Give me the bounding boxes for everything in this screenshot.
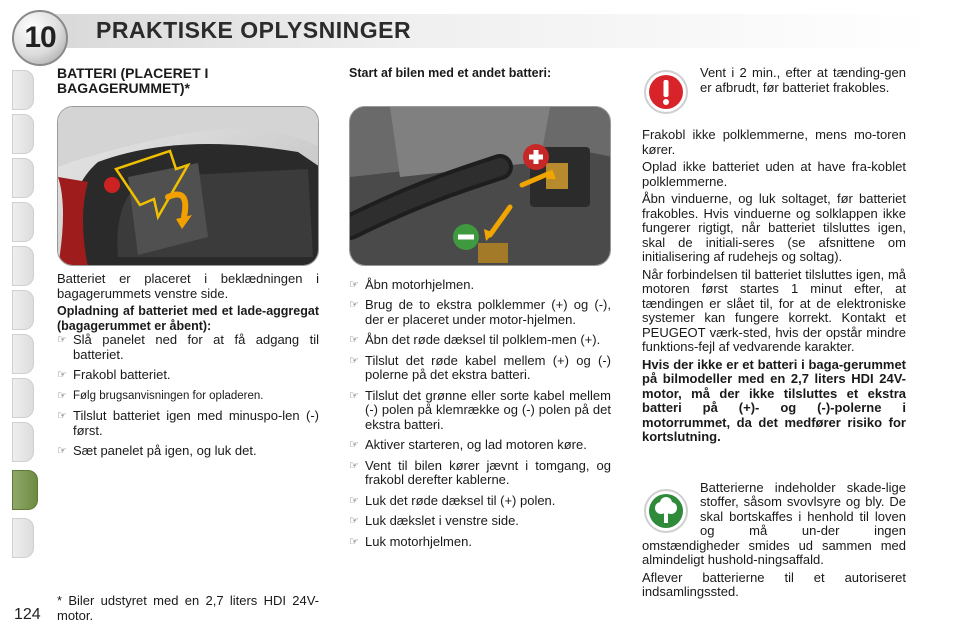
list-item: ☞ Sæt panelet på igen, og luk det. [57, 443, 257, 458]
eco-text-2: Aflever batterierne til et autoriseret indsamlingssted. [642, 569, 906, 599]
warning-note [642, 66, 906, 116]
engine-bay-photo [349, 106, 611, 266]
right-paragraph: Frakobl ikke polklemmerne, mens mo-toren kører. [642, 127, 906, 157]
right-column [642, 66, 906, 600]
warning-text: Vent i 2 min., efter at tænding-gen er afbrudt, før batteriet frakobles. [700, 65, 906, 95]
list-item: ☞ Luk dækslet i venstre side. [349, 513, 519, 528]
pointing-hand-icon: ☞ [57, 445, 67, 457]
eco-text: Batterierne indeholder skade-lige stoffer, såsom svovlsyre og bly. De skal bortskaffes i henhold til loven og må un-der ingen omstændigheder smides ud sammen med almindeligt hushold-ningsaffald. [642, 479, 906, 567]
chapter-tab[interactable] [12, 70, 34, 110]
chapter-badge: 10 [12, 10, 68, 66]
chapter-tab[interactable] [12, 378, 34, 418]
pointing-hand-icon: ☞ [349, 389, 359, 402]
list-item: ☞ Luk motorhjelmen. [349, 533, 472, 549]
chapter-tab[interactable] [12, 246, 34, 286]
jump-start-heading: Start af bilen med et andet batteri: [349, 66, 552, 80]
right-paragraph: Åbn vinduerne, og luk soltaget, før batteriet frakobles. Hvis vinduerne og solklappen ikke fungerer rigtigt, når batteriet tilsluttes igen, skal de initiali-seres (se afsnittene om initialisering af rudehejs og soltag). [642, 191, 906, 264]
list-item: ☞ Tilslut batteriet igen med minuspo-len (-) først. [57, 408, 319, 438]
pointing-hand-icon: ☞ [57, 389, 67, 402]
chapter-tab[interactable] [12, 518, 34, 558]
pointing-hand-icon: ☞ [349, 354, 359, 367]
bold-warning: Hvis der ikke er et batteri i baga-gerummet på bilmodeller med en 2,7 liters HDI 24V-motor, må der ikke tilsluttes et ekstra batteri på (+)- og (-)-polerne i motorrummet, da det medfører risiko for kortslutning. [642, 356, 906, 444]
list-item: ☞ Brug de to ekstra polklemmer (+) og (-), der er placeret under motor-hjelmen. [349, 297, 611, 327]
chapter-tab[interactable] [12, 422, 34, 462]
jump-start-steps [349, 278, 611, 550]
chapter-tab[interactable] [12, 114, 34, 154]
list-item: ☞ Vent til bilen kører jævnt i tomgang, og frakobl derefter kablerne. [349, 457, 611, 487]
pointing-hand-icon: ☞ [57, 369, 67, 381]
trunk-battery-photo [57, 106, 319, 266]
pointing-hand-icon: ☞ [349, 299, 359, 311]
list-item: ☞ Følg brugsanvisningen for opladeren. [57, 389, 264, 402]
list-item: ☞ Frakobl batteriet. [57, 367, 171, 382]
left-column [57, 66, 319, 465]
chapter-tab[interactable] [12, 334, 34, 374]
footnote: * Biler udstyret med en 2,7 liters HDI 24V-motor. [57, 593, 319, 623]
pointing-hand-icon: ☞ [349, 494, 359, 507]
tree-icon [644, 489, 688, 533]
list-item: ☞ Åbn det røde dæksel til polklem-men (+). [349, 332, 601, 347]
list-item: ☞ Luk det røde dæksel til (+) polen. [349, 492, 556, 508]
page-header [0, 0, 960, 70]
chapter-tab[interactable] [12, 290, 34, 330]
chapter-tab[interactable] [12, 202, 34, 242]
list-item: ☞ Åbn motorhjelmen. [349, 276, 475, 292]
charging-steps [57, 333, 319, 459]
pointing-hand-icon: ☞ [349, 334, 359, 346]
pointing-hand-icon: ☞ [349, 535, 359, 548]
battery-intro: Batteriet er placeret i beklædningen i bagagerummets venstre side. [57, 271, 319, 301]
pointing-hand-icon: ☞ [349, 278, 359, 291]
charging-subheading: Opladning af batteriet med et lade-aggregat (bagagerummet er åbent): [57, 304, 319, 333]
trunk-illustration [58, 107, 319, 266]
exclamation-icon [644, 70, 688, 114]
list-item: ☞ Tilslut det grønne eller sorte kabel mellem (-) polen på klemrække og (-) polen på det ekstra batteri. [349, 387, 611, 432]
right-paragraph: Oplad ikke batteriet uden at have fra-koblet polklemmerne. [642, 159, 906, 189]
pointing-hand-icon: ☞ [349, 515, 359, 527]
chapter-tab[interactable] [12, 158, 34, 198]
pointing-hand-icon: ☞ [57, 410, 67, 422]
page-number: 124 [14, 606, 41, 623]
battery-heading: BATTERI (PLACERET I BAGAGERUMMET)* [57, 65, 209, 96]
right-paragraph: Når forbindelsen til batteriet tilsluttes igen, må motoren først startes 1 minut efter, at tændingen er slået til, for at de elektroniske systemer kan fungere korrekt. Kontakt et PEUGEOT værk-sted, hvis der opstår mindre funktions-fejl af vedvarende karakter. [642, 266, 906, 354]
page-title: PRAKTISKE OPLYSNINGER [96, 17, 412, 43]
eco-note [642, 481, 906, 600]
list-item: ☞ Tilslut det røde kabel mellem (+) og (-) polerne på det ekstra batteri. [349, 352, 611, 382]
chapter-tab-rail [0, 68, 40, 588]
list-item: ☞ Aktiver starteren, og lad motoren køre. [349, 437, 587, 452]
pointing-hand-icon: ☞ [349, 439, 359, 451]
engine-illustration [350, 107, 611, 266]
chapter-tab-active[interactable] [12, 470, 38, 510]
middle-column [349, 66, 611, 555]
pointing-hand-icon: ☞ [57, 334, 67, 346]
list-item: ☞ Slå panelet ned for at få adgang til batteriet. [57, 332, 319, 362]
pointing-hand-icon: ☞ [349, 459, 359, 472]
